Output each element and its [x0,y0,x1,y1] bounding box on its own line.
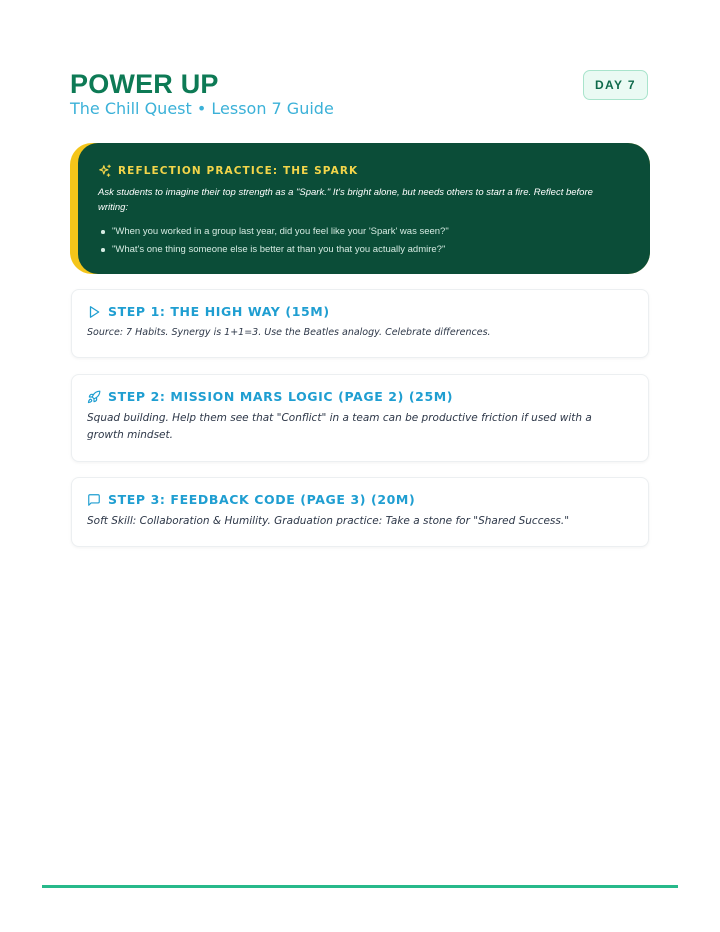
reflection-instructions: Ask students to imagine their top strength as a "Spark." It's bright alone, but needs others to start a fire. Reflect before writing: [98,187,593,213]
step-header [87,304,330,319]
message-square-icon [87,493,101,507]
page-title: POWER UP [70,69,219,99]
reflection-title: REFLECTION PRACTICE: THE SPARK [118,165,359,177]
step-card-2 [71,374,649,462]
page-subtitle: The Chill Quest • Lesson 7 Guide [70,99,334,118]
step-card-1 [71,289,649,358]
reflection-card [70,143,650,274]
reflection-header [98,164,358,178]
reflection-question: "What's one thing someone else is better at than you that you actually admire?" [112,241,449,259]
day-badge: DAY 7 [583,70,648,100]
reflection-card-body [78,143,650,274]
step-description: Squad building. Help them see that "Conflict" in a team can be productive friction if used with a growth mindset. [87,412,592,441]
step-card-3 [71,477,649,547]
step-description: Source: 7 Habits. Synergy is 1+1=3. Use the Beatles analogy. Celebrate differences. [87,327,491,338]
reflection-question: "When you worked in a group last year, did you feel like your 'Spark' was seen?" [112,223,449,241]
step-header [87,492,415,507]
step-title: STEP 3: FEEDBACK CODE (PAGE 3) (20M) [108,492,416,507]
step-title: STEP 1: THE HIGH WAY (15M) [108,304,330,319]
step-description: Soft Skill: Collaboration & Humility. Graduation practice: Take a stone for "Shared Success." [87,515,570,527]
step-header [87,389,453,404]
rocket-icon [87,390,101,404]
play-icon [87,305,101,319]
sparkles-icon [98,164,112,178]
reflection-questions [112,223,449,259]
footer-divider [42,885,678,888]
step-title: STEP 2: MISSION MARS LOGIC (PAGE 2) (25M) [108,389,454,404]
